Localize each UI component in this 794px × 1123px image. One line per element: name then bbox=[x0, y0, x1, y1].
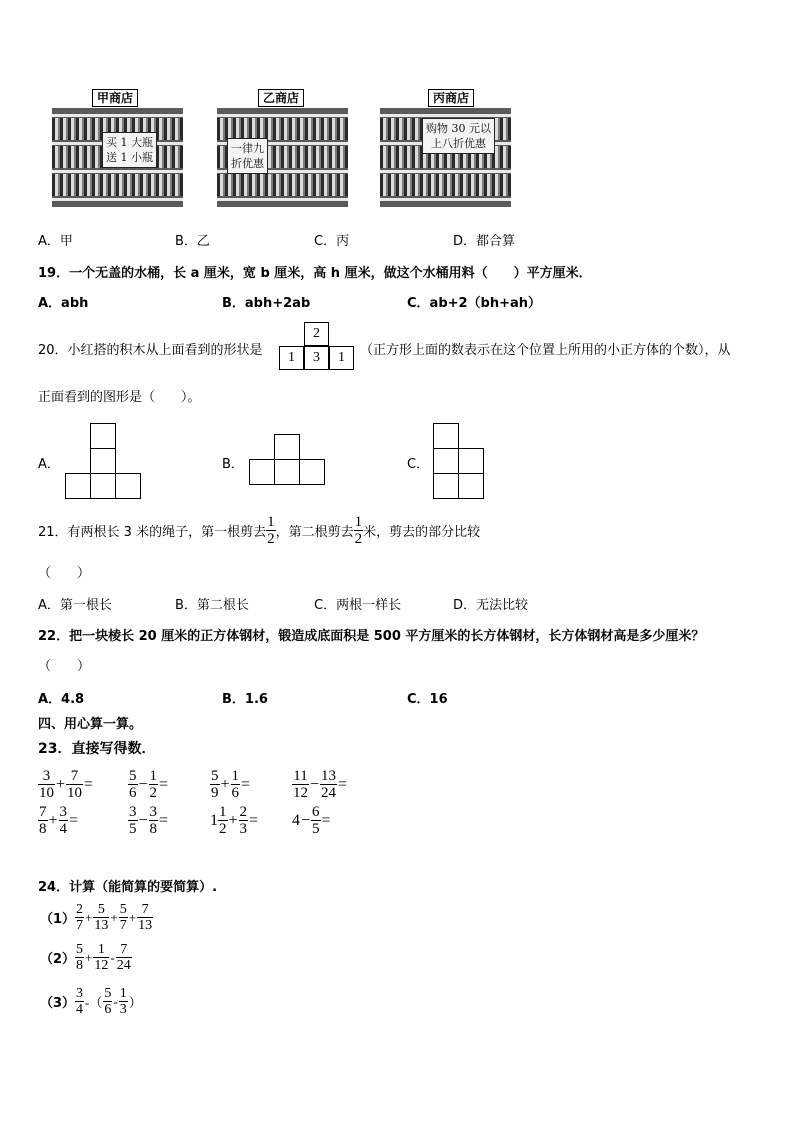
fraction: $\frac{5}{8}$ bbox=[76, 942, 84, 973]
grid-cell: 1 bbox=[329, 346, 354, 370]
q20-option-b-label[interactable]: B． bbox=[222, 457, 244, 472]
fraction: $\frac{5}{13}$ bbox=[94, 902, 109, 933]
store-tag: 乙商店 bbox=[258, 89, 304, 107]
fraction: $\frac{6}{5}$ bbox=[312, 804, 320, 837]
q24-title: 24．计算（能简算的要简算）. bbox=[38, 880, 218, 895]
q22-answer-paren[interactable]: （ ） bbox=[38, 659, 91, 674]
fraction: $\frac{2}{3}$ bbox=[239, 804, 248, 837]
fraction: $\frac{1}{12}$ bbox=[94, 942, 109, 973]
q21-option-d[interactable]: D．无法比较 bbox=[453, 598, 529, 613]
q24-expression bbox=[40, 902, 153, 933]
fraction: $\frac{1}{2}$ bbox=[219, 804, 227, 837]
fraction: $\frac{3}{4}$ bbox=[59, 804, 68, 837]
equals-sign: = bbox=[249, 811, 259, 829]
q21-question bbox=[38, 514, 480, 547]
q21-text-1: 21．有两根长 3 米的绳子，第一根剪去 bbox=[38, 525, 267, 540]
q18-option-a[interactable]: A．甲 bbox=[38, 234, 73, 249]
operator: + bbox=[85, 949, 93, 965]
equals-sign: = bbox=[159, 811, 169, 829]
fraction: $\frac{1}{6}$ bbox=[231, 768, 240, 801]
fraction: $\frac{3}{8}$ bbox=[149, 804, 158, 837]
q21-fraction-2: $\frac{1}{2}$ bbox=[354, 514, 363, 547]
fraction: $\frac{5}{9}$ bbox=[211, 768, 219, 801]
store-sign: 一律九 折优惠 bbox=[227, 138, 268, 174]
fraction: $\frac{7}{10}$ bbox=[67, 768, 83, 801]
operator: -（ bbox=[85, 995, 103, 1010]
operator: − bbox=[138, 811, 148, 829]
grid-cell: 3 bbox=[304, 346, 329, 370]
fraction: $\frac{7}{13}$ bbox=[138, 902, 153, 933]
operator: − bbox=[301, 811, 311, 829]
q19-option-b[interactable]: B．abh+2ab bbox=[222, 296, 311, 311]
q20-question-line2: 正面看到的图形是（ ）。 bbox=[38, 390, 201, 405]
equals-sign: = bbox=[338, 775, 348, 793]
q21-text-2: ，第二根剪去 bbox=[275, 525, 354, 540]
fraction: $\frac{5}{6}$ bbox=[104, 986, 112, 1017]
q19-question: 19．一个无盖的水桶，长 a 厘米，宽 b 厘米，高 h 厘米，做这个水桶用料（ ）平方厘米． bbox=[38, 266, 592, 281]
fraction: $\frac{1}{2}$ bbox=[149, 768, 158, 801]
operator: − bbox=[138, 775, 148, 793]
equals-sign: = bbox=[321, 811, 331, 829]
operator: + bbox=[56, 775, 66, 793]
operator: + bbox=[48, 811, 58, 829]
q19-option-a[interactable]: A．abh bbox=[38, 296, 89, 311]
fraction: $\frac{2}{7}$ bbox=[76, 902, 84, 933]
q23-title: 23．直接写得数． bbox=[38, 741, 156, 757]
fraction: $\frac{7}{8}$ bbox=[39, 804, 47, 837]
q23-expression bbox=[292, 804, 332, 837]
q23-expression bbox=[38, 768, 94, 801]
operator: + bbox=[228, 811, 238, 829]
operator: - bbox=[110, 949, 115, 965]
q21-answer-paren[interactable]: （ ） bbox=[38, 566, 91, 581]
q18-option-b[interactable]: B．乙 bbox=[175, 234, 210, 249]
q18-option-d[interactable]: D．都合算 bbox=[453, 234, 516, 249]
q21-option-a[interactable]: A．第一根长 bbox=[38, 598, 112, 613]
store-sign: 买 1 大瓶 送 1 小瓶 bbox=[102, 132, 157, 168]
equals-sign: = bbox=[69, 811, 79, 829]
fraction: $\frac{7}{24}$ bbox=[116, 942, 131, 973]
fraction: $\frac{3}{10}$ bbox=[39, 768, 54, 801]
q19-option-c[interactable]: C．ab+2（bh+ah） bbox=[407, 296, 542, 311]
operator: + bbox=[128, 909, 137, 925]
q21-text-3: 米，剪去的部分比较 bbox=[363, 525, 481, 540]
q20-question-end: （正方形上面的数表示在这个位置上所用的小正方体的个数），从 bbox=[360, 343, 731, 358]
equals-sign: = bbox=[241, 775, 251, 793]
store-sign: 购物 30 元以 上八折优惠 bbox=[422, 118, 495, 154]
equals-sign: = bbox=[159, 775, 169, 793]
fraction: $\frac{1}{3}$ bbox=[119, 986, 127, 1017]
operator: + bbox=[110, 909, 118, 925]
q23-expression bbox=[210, 768, 251, 801]
whole-number: 1 bbox=[210, 811, 218, 829]
grid-cell: 2 bbox=[304, 322, 329, 346]
grid-cell: 1 bbox=[279, 346, 304, 370]
section-heading: 四、用心算一算。 bbox=[38, 717, 143, 732]
q20-option-a-label[interactable]: A． bbox=[38, 457, 60, 472]
q21-fraction-1: $\frac{1}{2}$ bbox=[267, 514, 275, 547]
q23-expression bbox=[128, 768, 169, 801]
operator: ） bbox=[128, 995, 142, 1010]
item-label: （2） bbox=[40, 952, 76, 967]
fraction: $\frac{13}{24}$ bbox=[321, 768, 337, 801]
q21-option-b[interactable]: B．第二根长 bbox=[175, 598, 249, 613]
operator: - bbox=[113, 993, 118, 1009]
q18-option-c[interactable]: C．丙 bbox=[314, 234, 350, 249]
store-tag: 甲商店 bbox=[92, 89, 138, 107]
fraction: $\frac{3}{5}$ bbox=[129, 804, 137, 837]
fraction: $\frac{11}{12}$ bbox=[293, 768, 308, 801]
q22-option-b[interactable]: B．1.6 bbox=[222, 692, 268, 707]
item-label: （1） bbox=[40, 912, 76, 927]
q23-expression bbox=[38, 804, 79, 837]
equals-sign: = bbox=[84, 775, 94, 793]
q21-option-c[interactable]: C．两根一样长 bbox=[314, 598, 402, 613]
q20-question-start: 20．小红搭的积木从上面看到的形状是 bbox=[38, 343, 263, 358]
whole-number: 4 bbox=[292, 811, 300, 829]
q23-expression bbox=[210, 804, 259, 837]
operator: − bbox=[310, 775, 320, 793]
q24-expression bbox=[40, 942, 132, 973]
q20-option-c-label[interactable]: C． bbox=[407, 457, 430, 472]
q23-expression bbox=[292, 768, 348, 801]
operator: + bbox=[220, 775, 230, 793]
item-label: （3） bbox=[40, 996, 76, 1011]
fraction: $\frac{5}{6}$ bbox=[129, 768, 137, 801]
q23-expression bbox=[128, 804, 169, 837]
q24-expression bbox=[40, 986, 143, 1017]
store-tag: 丙商店 bbox=[428, 89, 474, 107]
q22-question: 22．把一块棱长 20 厘米的正方体钢材，锻造成底面积是 500 平方厘米的长方体钢材，长方体钢材高是多少厘米？ bbox=[38, 629, 705, 644]
fraction: $\frac{5}{7}$ bbox=[119, 902, 127, 933]
q22-option-c[interactable]: C．16 bbox=[407, 692, 448, 707]
fraction: $\frac{3}{4}$ bbox=[76, 986, 84, 1017]
q22-option-a[interactable]: A．4.8 bbox=[38, 692, 85, 707]
operator: + bbox=[85, 909, 93, 925]
